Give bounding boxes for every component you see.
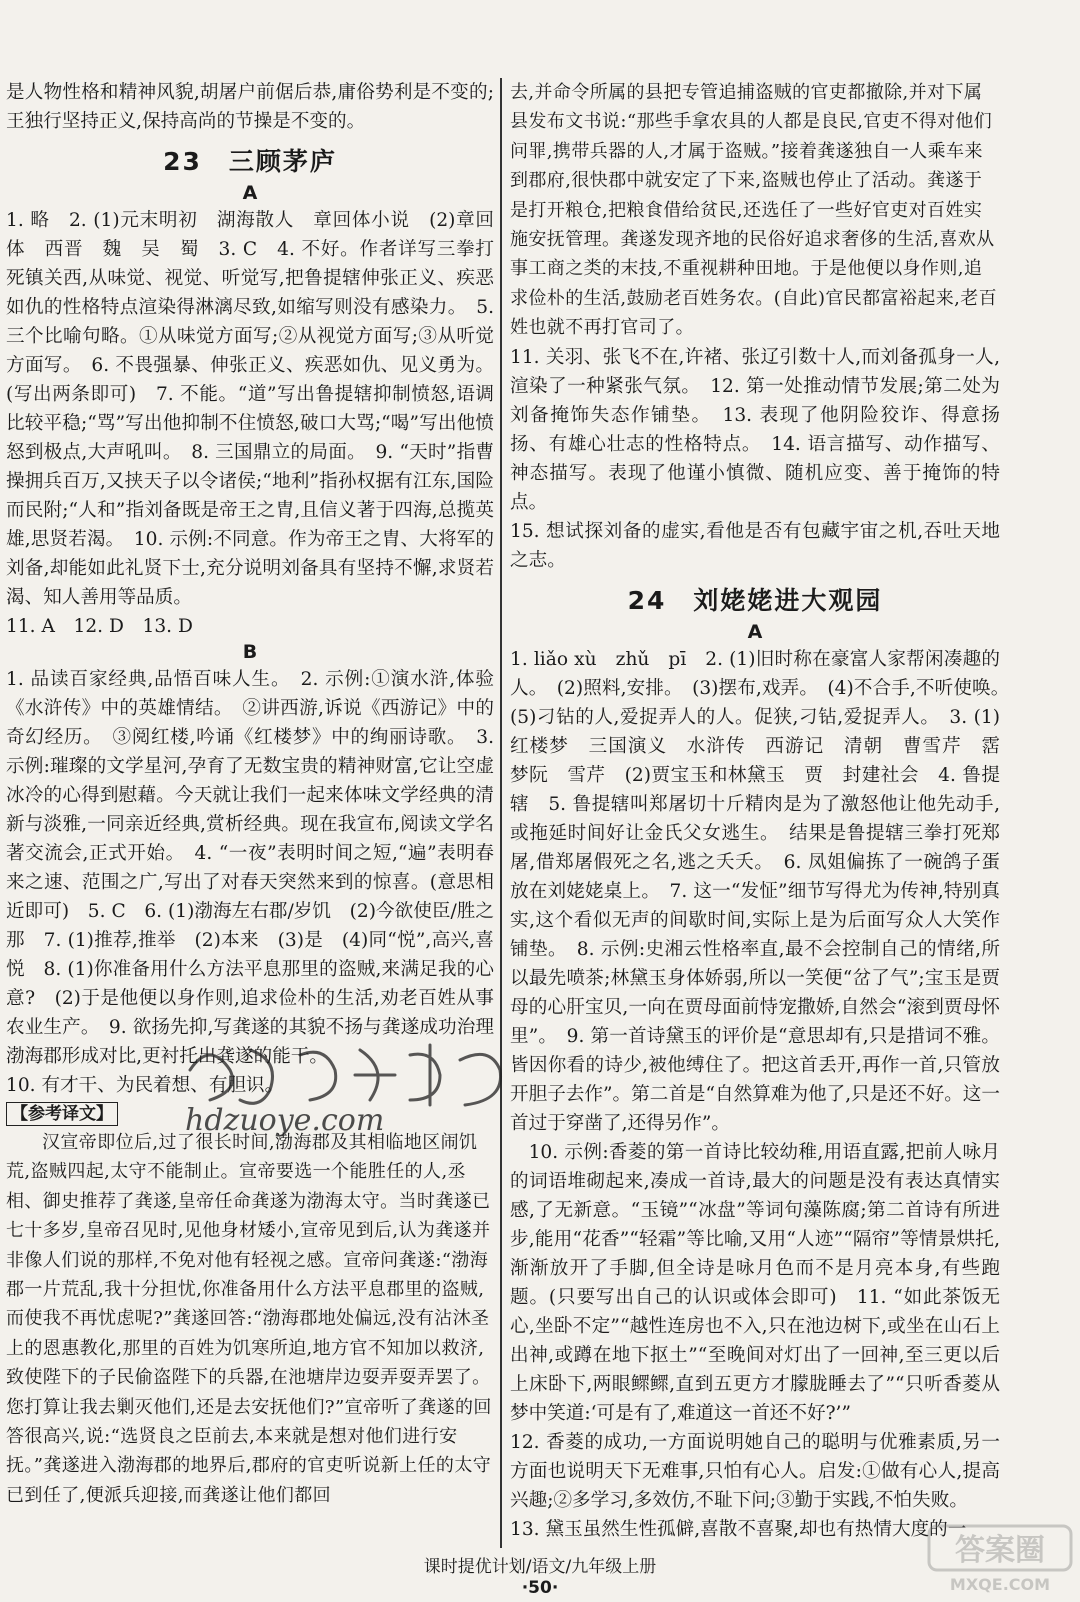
reference-translation-label: 【参考译文】: [6, 1102, 118, 1126]
section-a-label-24: A: [747, 620, 763, 643]
section-a-tail: 11. A 12. D 13. D: [6, 616, 193, 637]
lesson-title-24: 24 刘姥姥进大观园: [627, 585, 883, 615]
page-number: ·50·: [521, 1578, 559, 1598]
answer-12-24: 12. 香菱的成功,一方面说明她自己的聪明与优雅素质,另一方面也说明天下无难事,只怕有心人。启发:①做有心人,提高兴趣;②多学习,多效仿,不耻下问;③勤于实践,不怕失败。: [510, 1431, 1000, 1511]
answer-10-24: 10. 示例:香菱的第一首诗比较幼稚,用语直露,把前人咏月的词语堆砌起来,凑成一首诗,最大的问题是没有表达真情实感,了无新意。“玉镜”“冰盘”等词句藻陈腐;第二首诗有所进步,能用“花香”“轻霜”等比喻,又用“人迹”“隔帘”等情景烘托,渐渐放开了手脚,但全诗是咏月色而不是月亮本身,有些跑题。(只要写出自己的认识或体会即可) 11. “如此茶饭无心,坐卧不定”“越性连房也不入,只在池边树下,或坐在山石上出神,或蹲在地下抠土”“至晚间对灯出了一回神,至三更以后上床卧下,两眼鳏鳏,直到五更方才朦胧睡去了”“只听香菱从梦中笑道:‘可是有了,难道这一首还不好?’”: [510, 1141, 1000, 1424]
left-column: [6, 78, 494, 1510]
reference-translation: 汉宣帝即位后,过了很长时间,渤海郡及其相临地区闹饥荒,盗贼四起,太守不能制止。宣帝要选一个能胜任的人,丞相、御史推荐了龚遂,皇帝任命龚遂为渤海太守。当时龚遂已七十多岁,皇帝召见时,见他身材矮小,宣帝见到后,认为龚遂并非像人们说的那样,不免对他有轻视之感。宣帝问龚遂:“渤海郡一片荒乱,我十分担忧,你准备用什么方法平息郡里的盗贼,而使我不再忧虑呢?”龚遂回答:“渤海郡地处偏远,没有沾沐圣上的恩惠教化,那里的百姓为饥寒所迫,地方官不知加以救济,致使陛下的子民偷盗陛下的兵器,在池塘岸边耍弄耍弄罢了。您打算让我去剿灭他们,还是去安抚他们?”宣帝听了龚遂的回答很高兴,说:“选贤良之臣前去,本来就是想对他们进行安抚。”龚遂进入渤海郡的地界后,郡府的官吏听说新上任的太守已到任了,便派兵迎接,而龚遂让他们都回: [6, 1132, 492, 1506]
section-a-answers-24: 1. liǎo xù zhǔ pī 2. (1)旧时称在豪富人家帮闲凑趣的人。 (2)照料,安排。 (3)摆布,戏弄。 (4)不合手,不听使唤。 (5)刁钻的人,爱捉弄人的人。促狭,刁钻,爱捉弄人。 3. (1)红楼梦 三国演义 水浒传 西游记 清朝 曹雪芹 霑 梦阮 雪芹 (2)贾宝玉和林黛玉 贾 封建社会 4. 鲁提辖 5. 鲁提辖叫郑屠切十斤精肉是为了激怒他让他先动手,或拖延时间好让金氏父女逃生。 结果是鲁提辖三拳打死郑屠,借郑屠假死之名,逃之夭夭。 6. 凤姐偏拣了一碗鸽子蛋放在刘姥姥桌上。 7. 这一“发怔”细节写得尤为传神,特别真实,这个看似无声的间歇时间,实际上是为后面写众人大笑作铺垫。 8. 示例:史湘云性格率直,最不会控制自己的情绪,所以最先喷茶;林黛玉身体娇弱,所以一笑便“岔了气”;宝玉是贾母的心肝宝贝,一向在贾母面前恃宠撒娇,自然会“滚到贾母怀里”。 9. 第一首诗黛玉的评价是“意思却有,只是措词不雅。皆因你看的诗少,被他缚住了。把这首丢开,再作一首,只管放开胆子去作”。第二首是“自然算难为他了,只是还不好。这一首过于穿凿了,还得另作”。: [510, 648, 1019, 1134]
answer-15: 15. 想试探刘备的虚实,看他是否有包藏宇宙之机,吞吐天地之志。: [510, 520, 1000, 571]
svg-text:答案圈: 答案圈: [955, 1533, 1045, 1568]
answer-13-24: 13. 黛玉虽然生性孤僻,喜散不喜聚,却也有热情大度的一: [510, 1518, 967, 1540]
translation-continued: 去,并命令所属的县把专管追捕盗贼的官吏都撤除,并对下属县发布文书说:“那些手拿农具的人都是良民,官吏不得对他们问罪,携带兵器的人,才属于盗贼。”接着龚遂独自一人乘车来到郡府,很快郡中就安定了下来,盗贼也停止了活动。龚遂于是打开粮仓,把粮食借给贫民,还选任了一些好官吏对百姓实施安抚管理。龚遂发现齐地的民俗好追求奢侈的生活,喜欢从事工商之类的末技,不重视耕种田地。于是他便以身作则,追求俭朴的生活,鼓励老百姓务农。(自此)官民都富裕起来,老百姓也就不再打官司了。: [510, 82, 998, 339]
intro-paragraph: 是人物性格和精神风貌,胡屠户前倨后恭,庸俗势利是不变的;王独行坚持正义,保持高尚的节操是不变的。: [6, 82, 494, 132]
section-a-label: A: [242, 182, 258, 204]
right-column: [510, 78, 1019, 1544]
section-b-label: B: [242, 641, 258, 663]
watermark-logo: [170, 1030, 530, 1140]
lesson-title-23: 23 三顾茅庐: [163, 147, 337, 176]
section-b-tail: 10. 有才干、为民着想、有胆识。: [6, 1075, 284, 1096]
section-a-answers: 1. 略 2. (1)元末明初 湖海散人 章回体小说 (2)章回体 西晋 魏 吴 蜀 3. C 4. 不好。作者详写三拳打死镇关西,从味觉、视觉、听觉写,把鲁提辖伸张正义、疾恶如仇的性格特点渲染得淋漓尽致,如缩写则没有感染力。 5. 三个比喻句略。①从味觉方面写;②从视觉方面写;③从听觉方面写。 6. 不畏强暴、伸张正义、疾恶如仇、见义勇为。(写出两条即可) 7. 不能。“道”写出鲁提辖抑制愤怒,语调比较平稳;“骂”写出他抑制不住愤怒,破口大骂;“喝”写出他愤怒到极点,大声吼叫。 8. 三国鼎立的局面。 9. “天时”指曹操拥兵百万,又挟天子以令诸侯;“地利”指孙权据有江东,国险而民附;“人和”指刘备既是帝王之胄,且信义著于四海,总揽英雄,思贤若渴。 10. 示例:不同意。作为帝王之胄、大将军的刘备,却能如此礼贤下士,充分说明刘备具有坚持不懈,求贤若渴、知人善用等品质。: [6, 210, 494, 608]
svg-text:hdzuoye.com: hdzuoye.com: [185, 1103, 385, 1138]
footer-book-title: 课时提优计划/语文/九年级上册: [423, 1557, 657, 1577]
column-divider: [500, 78, 502, 1548]
svg-text:MXQE.COM: MXQE.COM: [949, 1575, 1051, 1594]
section-b-answers: 1. 品读百家经典,品悟百味人生。 2. 示例:①演水浒,体验《水浒传》中的英雄情结。 ②讲西游,诉说《西游记》中的奇幻经历。 ③阅红楼,吟诵《红楼梦》中的绚丽诗歌。 3. 示例:璀璨的文学星河,孕育了无数宝贵的精神财富,它让空虚冰冷的心得到慰藉。今天就让我们一起来体味文学经典的清新与淡雅,一同亲近经典,赏析经典。现在我宣布,阅读文学名著交流会,正式开始。 4. “一夜”表明时间之短,“遍”表明春来之速、范围之广,写出了对春天突然来到的惊喜。(意思相近即可) 5. C 6. (1)渤海左右郡/岁饥 (2)今欲使臣/胜之那 7. (1)推荐,推举 (2)本来 (3)是 (4)同“悦”,高兴,喜悦 8. (1)你准备用什么方法平息那里的盗贼,来满足我的心意? (2)于是他便以身作则,追求俭朴的生活,劝老百姓从事农业生产。 9. 欲扬先抑,写龚遂的其貌不扬与龚遂成功治理渤海郡形成对比,更衬托出龚遂的能干。: [6, 669, 494, 1067]
answers-11-14: 11. 关羽、张飞不在,许褚、张辽引数十人,而刘备孤身一人,渲染了一种紧张气氛。 12. 第一处推动情节发展;第二处为刘备掩饰失态作铺垫。 13. 表现了他阴险狡诈、得意扬扬、有雄心壮志的性格特点。 14. 语言描写、动作描写、神态描写。表现了他谨小慎微、随机应变、善于掩饰的特点。: [510, 346, 1000, 513]
